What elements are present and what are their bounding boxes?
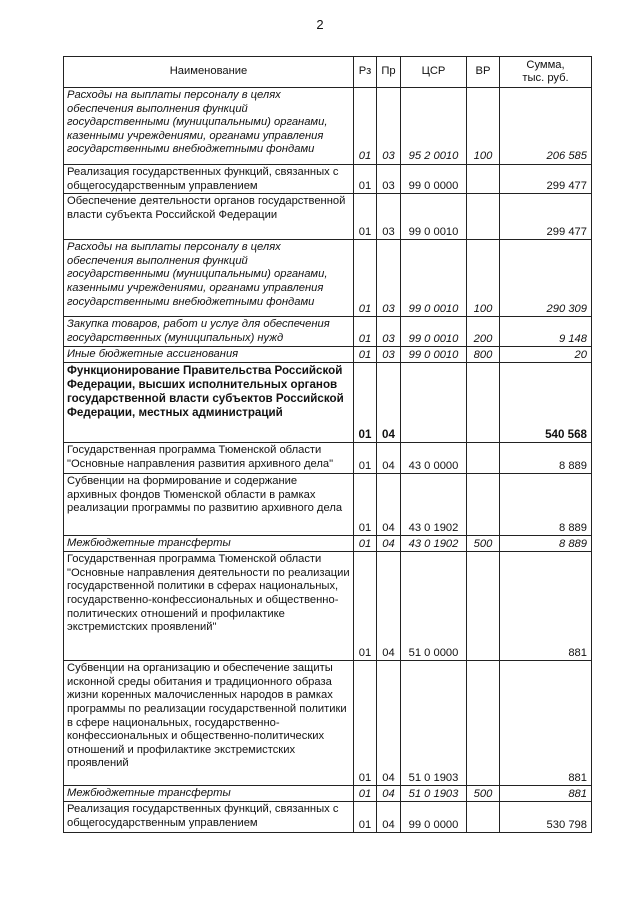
row-sum: 299 477 — [500, 165, 592, 194]
row-csr: 51 0 1903 — [401, 661, 467, 786]
row-vr: 100 — [467, 88, 500, 165]
table-row — [64, 165, 592, 194]
row-rz: 01 — [354, 536, 377, 552]
table-row — [64, 536, 592, 552]
table-row — [64, 786, 592, 802]
row-vr: 800 — [467, 347, 500, 363]
row-sum: 881 — [500, 552, 592, 661]
row-vr: 200 — [467, 317, 500, 347]
row-vr — [467, 443, 500, 474]
row-csr: 99 0 0010 — [401, 194, 467, 240]
row-pr: 04 — [377, 552, 401, 661]
row-sum: 20 — [500, 347, 592, 363]
row-csr: 51 0 1903 — [401, 786, 467, 802]
row-sum: 290 309 — [500, 240, 592, 317]
row-csr: 51 0 0000 — [401, 552, 467, 661]
row-sum: 206 585 — [500, 88, 592, 165]
row-rz: 01 — [354, 347, 377, 363]
row-rz: 01 — [354, 474, 377, 536]
table-row — [64, 240, 592, 317]
header-rz: Рз — [354, 57, 377, 88]
row-pr: 04 — [377, 443, 401, 474]
row-rz: 01 — [354, 317, 377, 347]
table-row — [64, 474, 592, 536]
row-csr: 95 2 0010 — [401, 88, 467, 165]
row-vr: 500 — [467, 536, 500, 552]
row-vr: 100 — [467, 240, 500, 317]
row-rz: 01 — [354, 661, 377, 786]
row-sum: 8 889 — [500, 474, 592, 536]
page-number: 2 — [316, 17, 324, 32]
row-name: Закупка товаров, работ и услуг для обеспечения государственных (муниципальных) нужд — [64, 317, 354, 347]
row-csr: 99 0 0000 — [401, 165, 467, 194]
table-row — [64, 661, 592, 786]
header-sum-line2: тыс. руб. — [522, 72, 569, 84]
row-name: Расходы на выплаты персоналу в целях обеспечения выполнения функций государственными (муниципальными) органами, казенными учреждениями, органами управления государственными внебюджетными фондами — [64, 88, 354, 165]
header-sum — [500, 57, 592, 88]
row-vr — [467, 802, 500, 833]
row-name: Субвенции на формирование и содержание архивных фондов Тюменской области в рамках реализации программы по развитию архивного дела — [64, 474, 354, 536]
row-rz: 01 — [354, 194, 377, 240]
row-pr: 03 — [377, 240, 401, 317]
header-csr: ЦСР — [401, 57, 467, 88]
row-rz: 01 — [354, 552, 377, 661]
row-vr — [467, 552, 500, 661]
row-sum: 540 568 — [500, 363, 592, 443]
row-name: Межбюджетные трансферты — [64, 786, 354, 802]
row-pr: 04 — [377, 786, 401, 802]
row-name: Государственная программа Тюменской области "Основные направления деятельности по реализации государственной политики в сферах национальных, государственно-конфессиональных и общественно-политических отношений и профилактике экстремистских проявлений" — [64, 552, 354, 661]
table-row — [64, 347, 592, 363]
row-sum: 881 — [500, 786, 592, 802]
row-rz: 01 — [354, 240, 377, 317]
row-rz: 01 — [354, 443, 377, 474]
row-sum: 881 — [500, 661, 592, 786]
row-vr — [467, 165, 500, 194]
row-name: Функционирование Правительства Российской Федерации, высших исполнительных органов государственной власти субъектов Российской Федерации, местных администраций — [64, 363, 354, 443]
row-vr — [467, 363, 500, 443]
row-sum: 9 148 — [500, 317, 592, 347]
row-vr — [467, 661, 500, 786]
row-name: Иные бюджетные ассигнования — [64, 347, 354, 363]
row-csr: 99 0 0010 — [401, 317, 467, 347]
row-rz: 01 — [354, 363, 377, 443]
table-row — [64, 194, 592, 240]
table-row — [64, 317, 592, 347]
table-row — [64, 802, 592, 833]
row-sum: 299 477 — [500, 194, 592, 240]
budget-table — [63, 56, 592, 833]
row-pr: 04 — [377, 661, 401, 786]
row-pr: 03 — [377, 165, 401, 194]
row-rz: 01 — [354, 88, 377, 165]
row-pr: 04 — [377, 363, 401, 443]
row-name: Обеспечение деятельности органов государственной власти субъекта Российской Федерации — [64, 194, 354, 240]
row-sum: 8 889 — [500, 443, 592, 474]
table-row — [64, 88, 592, 165]
row-pr: 04 — [377, 536, 401, 552]
row-name: Межбюджетные трансферты — [64, 536, 354, 552]
table-header-row — [64, 57, 592, 88]
header-name: Наименование — [64, 57, 354, 88]
row-pr: 03 — [377, 194, 401, 240]
row-csr: 43 0 0000 — [401, 443, 467, 474]
row-csr: 99 0 0010 — [401, 240, 467, 317]
row-name: Расходы на выплаты персоналу в целях обеспечения выполнения функций государственными (муниципальными) органами, казенными учреждениями, органами управления государственными внебюджетными фондами — [64, 240, 354, 317]
row-name: Реализация государственных функций, связанных с общегосударственным управлением — [64, 165, 354, 194]
row-sum: 8 889 — [500, 536, 592, 552]
row-name: Субвенции на организацию и обеспечение защиты исконной среды обитания и традиционного образа жизни коренных малочисленных народов в рамках программы по реализации государственной политики в сфере национальных, государственно-конфессиональных и общественно-политических отношений и профилактике экстремистских проявлений — [64, 661, 354, 786]
row-pr: 04 — [377, 474, 401, 536]
row-rz: 01 — [354, 165, 377, 194]
table-row — [64, 363, 592, 443]
row-csr: 99 0 0000 — [401, 802, 467, 833]
header-sum-line1: Сумма, — [526, 59, 565, 71]
row-csr: 43 0 1902 — [401, 474, 467, 536]
row-csr — [401, 363, 467, 443]
row-pr: 03 — [377, 88, 401, 165]
row-sum: 530 798 — [500, 802, 592, 833]
header-pr: Пр — [377, 57, 401, 88]
row-csr: 99 0 0010 — [401, 347, 467, 363]
row-name: Государственная программа Тюменской области "Основные направления развития архивного дела" — [64, 443, 354, 474]
table-row — [64, 552, 592, 661]
row-rz: 01 — [354, 802, 377, 833]
row-csr: 43 0 1902 — [401, 536, 467, 552]
row-pr: 03 — [377, 347, 401, 363]
row-pr: 03 — [377, 317, 401, 347]
row-pr: 04 — [377, 802, 401, 833]
row-rz: 01 — [354, 786, 377, 802]
row-vr: 500 — [467, 786, 500, 802]
row-vr — [467, 194, 500, 240]
table-row — [64, 443, 592, 474]
header-vr: ВР — [467, 57, 500, 88]
row-name: Реализация государственных функций, связанных с общегосударственным управлением — [64, 802, 354, 833]
row-vr — [467, 474, 500, 536]
